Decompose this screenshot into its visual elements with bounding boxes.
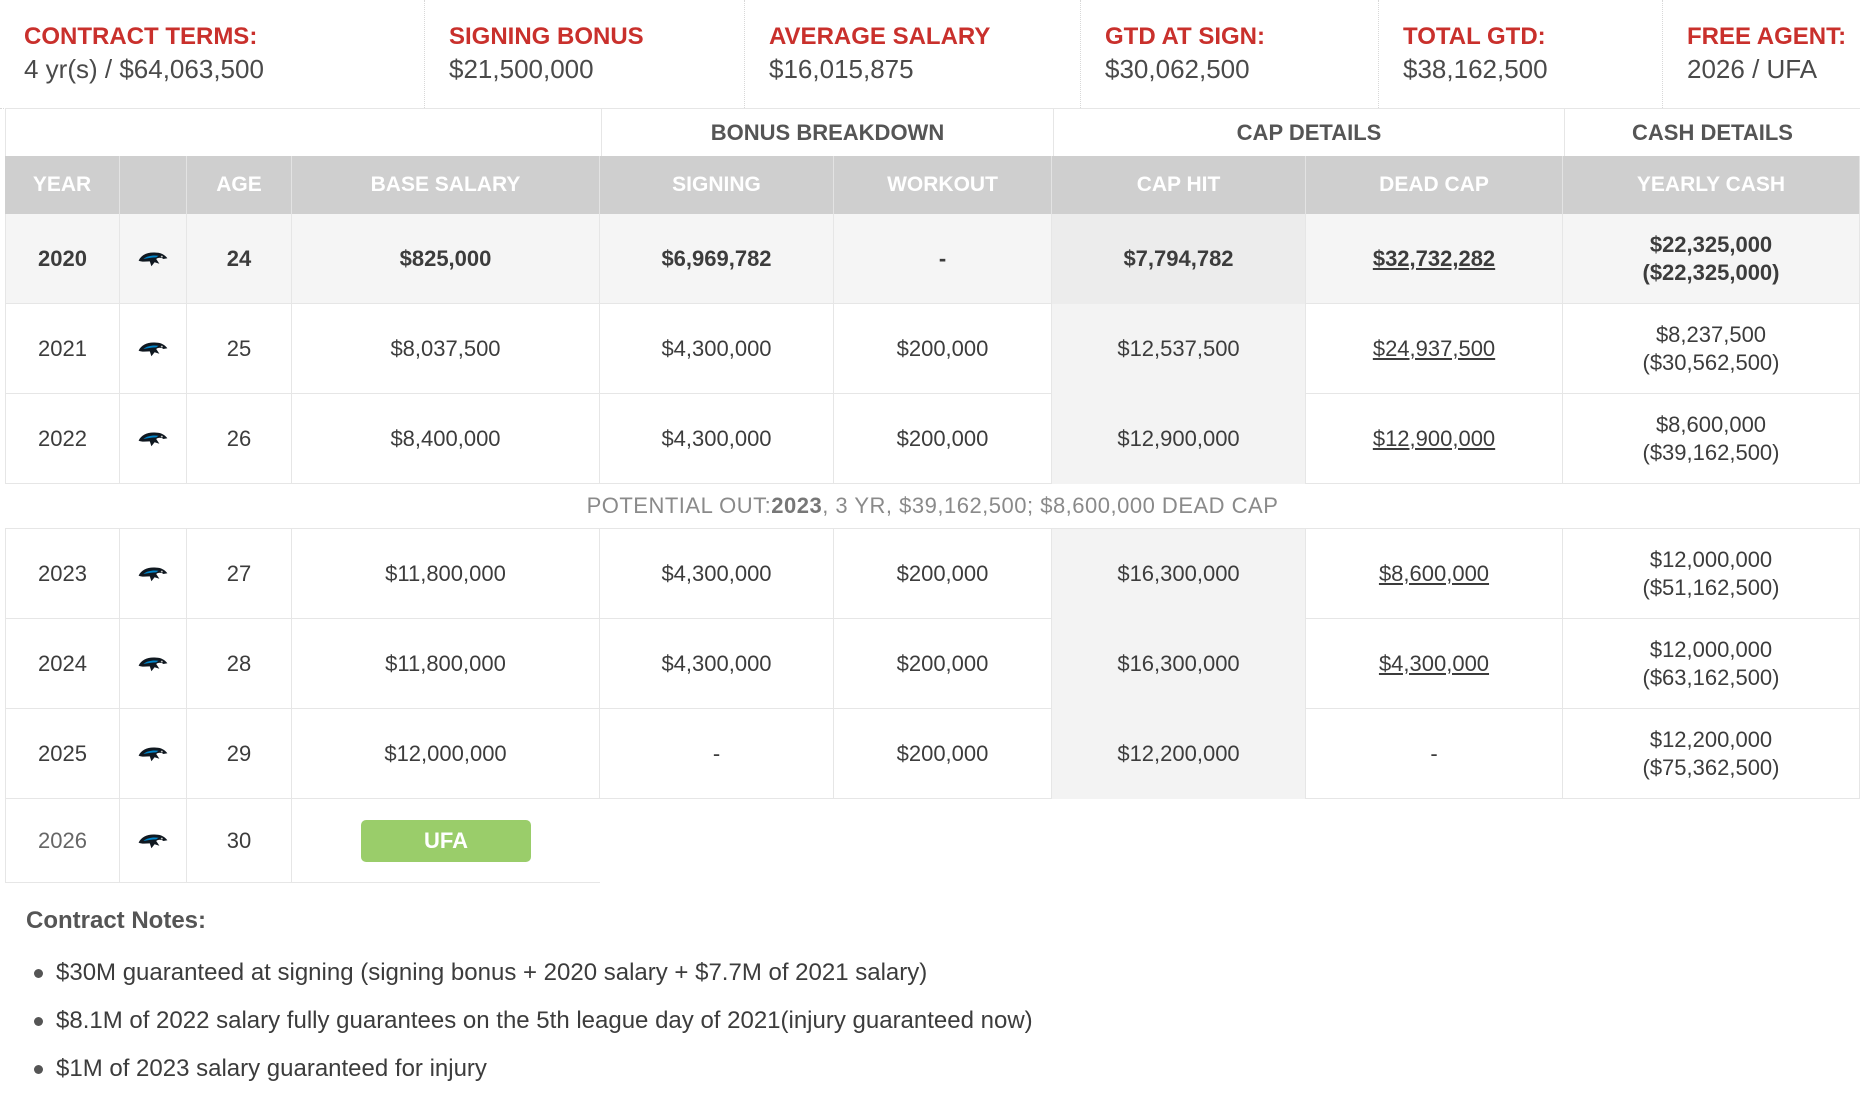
cap-hit-cell: $12,200,000 (1052, 709, 1306, 799)
ufa-age: 30 (187, 799, 292, 883)
dead-cap-cell (1306, 394, 1563, 484)
yearly-cash-cell (1563, 529, 1860, 619)
year-cell: 2021 (5, 304, 120, 394)
rows-after-out (5, 529, 1860, 799)
column-header-row (5, 156, 1860, 214)
panthers-logo-icon[interactable] (120, 304, 187, 394)
signing-cell: $4,300,000 (600, 529, 834, 619)
yearly-cash-stack (1643, 321, 1780, 377)
contract-notes-title: Contract Notes: (26, 907, 207, 934)
dead-cap-cell (1306, 529, 1563, 619)
cumulative-cash-value: ($22,325,000) (1642, 260, 1780, 285)
year-cell: 2020 (5, 214, 120, 304)
summary-value: $21,500,000 (449, 54, 594, 84)
summary-average-salary (745, 0, 1081, 108)
yearly-cash-cell (1563, 619, 1860, 709)
ufa-year: 2026 (5, 799, 120, 883)
yearly-cash-cell (1563, 214, 1860, 304)
yearly-cash-stack (1643, 546, 1780, 602)
base-salary-cell: $11,800,000 (292, 529, 600, 619)
yearly-cash-value: $12,000,000 (1649, 637, 1773, 662)
contract-notes (26, 905, 1826, 1093)
summary-gtd-at-sign (1081, 0, 1379, 108)
yearly-cash-value: $12,200,000 (1649, 727, 1773, 752)
year-cell: 2022 (5, 394, 120, 484)
yearly-cash-value: $8,600,000 (1655, 412, 1767, 437)
bullet-icon (34, 969, 43, 978)
yearly-cash-stack (1643, 636, 1780, 692)
signing-cell: $4,300,000 (600, 619, 834, 709)
table-row (5, 529, 1860, 619)
yearly-cash-cell (1563, 394, 1860, 484)
summary-label: GTD AT SIGN: (1105, 23, 1265, 50)
yearly-cash-value: $22,325,000 (1649, 232, 1773, 257)
summary-total-gtd (1379, 0, 1663, 108)
yearly-cash-cell (1563, 304, 1860, 394)
base-salary-cell: $825,000 (292, 214, 600, 304)
col-age[interactable]: AGE (187, 156, 292, 214)
dead-cap-cell (1306, 214, 1563, 304)
age-cell: 29 (187, 709, 292, 799)
age-cell: 28 (187, 619, 292, 709)
panthers-logo-icon[interactable] (120, 619, 187, 709)
base-salary-cell: $12,000,000 (292, 709, 600, 799)
cumulative-cash-value: ($30,562,500) (1642, 350, 1780, 375)
col-year[interactable]: YEAR (5, 156, 120, 214)
signing-cell: $6,969,782 (600, 214, 834, 304)
col-cap-hit[interactable]: CAP HIT (1052, 156, 1306, 214)
dead-cap-cell (1306, 619, 1563, 709)
dead-cap-link[interactable]: $8,600,000 (1378, 561, 1490, 586)
contract-table (5, 108, 1860, 883)
year-cell: 2024 (5, 619, 120, 709)
workout-cell: $200,000 (834, 709, 1052, 799)
potential-out-prefix: POTENTIAL OUT: (586, 493, 772, 518)
group-header-row (5, 108, 1860, 156)
contract-notes-list (26, 949, 1826, 1093)
table-row (5, 214, 1860, 304)
summary-label: CONTRACT TERMS: (24, 23, 258, 50)
dead-cap-cell: - (1306, 709, 1563, 799)
summary-label: AVERAGE SALARY (769, 23, 991, 50)
potential-out-suffix: , 3 YR, $39,162,500; $8,600,000 DEAD CAP (822, 493, 1279, 518)
contract-note-item (56, 997, 1826, 1045)
group-bonus-breakdown: BONUS BREAKDOWN (601, 108, 1053, 156)
bullet-icon (34, 1017, 43, 1026)
yearly-cash-value: $8,237,500 (1655, 322, 1767, 347)
workout-cell: $200,000 (834, 529, 1052, 619)
workout-cell: $200,000 (834, 619, 1052, 709)
summary-label: SIGNING BONUS (449, 23, 644, 50)
dead-cap-cell (1306, 304, 1563, 394)
workout-cell: $200,000 (834, 304, 1052, 394)
yearly-cash-stack (1643, 411, 1780, 467)
summary-contract-terms (0, 0, 425, 108)
panthers-logo-icon[interactable] (120, 799, 187, 883)
bullet-icon (34, 1065, 43, 1074)
col-workout[interactable]: WORKOUT (834, 156, 1052, 214)
panthers-logo-icon[interactable] (120, 394, 187, 484)
age-cell: 24 (187, 214, 292, 304)
cap-hit-cell: $12,537,500 (1052, 304, 1306, 394)
panthers-logo-icon[interactable] (120, 529, 187, 619)
cumulative-cash-value: ($63,162,500) (1642, 665, 1780, 690)
summary-label: FREE AGENT: (1687, 23, 1847, 50)
yearly-cash-stack (1643, 726, 1780, 782)
yearly-cash-value: $12,000,000 (1649, 547, 1773, 572)
col-team (120, 156, 187, 214)
contract-summary (0, 0, 1860, 109)
table-row (5, 709, 1860, 799)
cap-hit-cell: $16,300,000 (1052, 619, 1306, 709)
contract-note-text: $8.1M of 2022 salary fully guarantees on the 5th league day of 2021(injury guaranteed now) (56, 1007, 1033, 1034)
rows-before-out (5, 214, 1860, 484)
summary-value: 4 yr(s) / $64,063,500 (24, 54, 264, 84)
dead-cap-link[interactable]: $12,900,000 (1372, 426, 1496, 451)
panthers-logo-icon[interactable] (120, 214, 187, 304)
age-cell: 26 (187, 394, 292, 484)
contract-note-text: $30M guaranteed at signing (signing bonus + 2020 salary + $7.7M of 2021 salary) (56, 959, 928, 986)
summary-value: 2026 / UFA (1687, 54, 1818, 84)
year-cell: 2025 (5, 709, 120, 799)
col-yearly-cash[interactable]: YEARLY CASH (1563, 156, 1860, 214)
table-row (5, 394, 1860, 484)
signing-cell: $4,300,000 (600, 394, 834, 484)
cumulative-cash-value: ($51,162,500) (1642, 575, 1780, 600)
age-cell: 27 (187, 529, 292, 619)
ufa-badge: UFA (361, 820, 531, 862)
year-cell: 2023 (5, 529, 120, 619)
contract-note-text: $1M of 2023 salary guaranteed for injury (56, 1055, 487, 1082)
dead-cap-link[interactable]: $32,732,282 (1372, 246, 1496, 271)
ufa-badge-cell (292, 799, 600, 883)
age-cell: 25 (187, 304, 292, 394)
summary-free-agent (1663, 0, 1860, 108)
summary-value: $38,162,500 (1403, 54, 1548, 84)
workout-cell: - (834, 214, 1052, 304)
summary-value: $16,015,875 (769, 54, 914, 84)
potential-out-row (5, 484, 1860, 529)
cap-hit-cell: $7,794,782 (1052, 214, 1306, 304)
signing-cell: $4,300,000 (600, 304, 834, 394)
contract-note-item (56, 1045, 1826, 1093)
cap-hit-cell: $12,900,000 (1052, 394, 1306, 484)
group-header-empty (5, 108, 601, 156)
dead-cap-link[interactable]: $24,937,500 (1372, 336, 1496, 361)
table-row (5, 619, 1860, 709)
col-base-salary[interactable]: BASE SALARY (292, 156, 600, 214)
base-salary-cell: $8,037,500 (292, 304, 600, 394)
signing-cell: - (600, 709, 834, 799)
cumulative-cash-value: ($75,362,500) (1642, 755, 1780, 780)
panthers-logo-icon[interactable] (120, 709, 187, 799)
cumulative-cash-value: ($39,162,500) (1642, 440, 1780, 465)
summary-label: TOTAL GTD: (1403, 23, 1546, 50)
summary-signing-bonus (425, 0, 745, 108)
dead-cap-link[interactable]: $4,300,000 (1378, 651, 1490, 676)
group-cash-details: CASH DETAILS (1564, 108, 1860, 156)
yearly-cash-stack (1643, 231, 1780, 287)
col-signing[interactable]: SIGNING (600, 156, 834, 214)
cap-hit-cell: $16,300,000 (1052, 529, 1306, 619)
summary-value: $30,062,500 (1105, 54, 1250, 84)
contract-note-item (56, 949, 1826, 997)
ufa-row (5, 799, 1860, 883)
table-row (5, 304, 1860, 394)
workout-cell: $200,000 (834, 394, 1052, 484)
col-dead-cap[interactable]: DEAD CAP (1306, 156, 1563, 214)
base-salary-cell: $11,800,000 (292, 619, 600, 709)
group-cap-details: CAP DETAILS (1053, 108, 1564, 156)
base-salary-cell: $8,400,000 (292, 394, 600, 484)
potential-out-year: 2023 (771, 493, 823, 518)
yearly-cash-cell (1563, 709, 1860, 799)
